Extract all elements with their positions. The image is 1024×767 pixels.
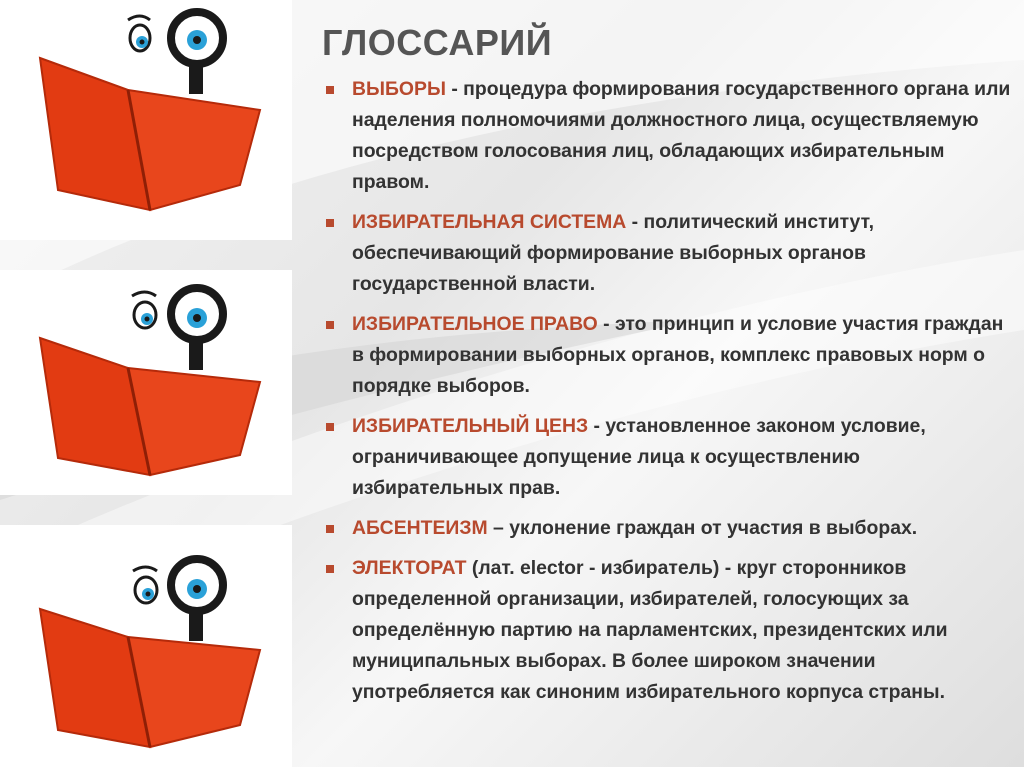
book-illustration (0, 525, 292, 767)
glossary-term: ВЫБОРЫ (352, 78, 446, 100)
glossary-definition: - установленное законом условие, ограничивающее допущение лица к осуществлению избирательных прав. (352, 415, 926, 499)
glossary-term: ИЗБИРАТЕЛЬНАЯ СИСТЕМА (352, 211, 627, 233)
page-title: ГЛОССАРИЙ (322, 22, 553, 63)
glossary-definition: - это принцип и условие участия граждан в формировании выборных органов, комплекс правовых норм о порядке выборов. (352, 313, 1004, 397)
square-bullet-icon (326, 321, 334, 329)
square-bullet-icon (326, 423, 334, 431)
glossary-definition: – уклонение граждан от участия в выборах. (487, 517, 918, 539)
square-bullet-icon (326, 565, 334, 573)
glossary-list (322, 74, 1012, 717)
glossary-item (322, 513, 1012, 544)
book-illustration (0, 0, 292, 240)
square-bullet-icon (326, 86, 334, 94)
reading-book-icon (0, 270, 292, 495)
glossary-item (322, 74, 1012, 198)
book-illustration (0, 270, 292, 495)
square-bullet-icon (326, 525, 334, 533)
glossary-item (322, 553, 1012, 708)
square-bullet-icon (326, 219, 334, 227)
glossary-term: ИЗБИРАТЕЛЬНЫЙ ЦЕНЗ (352, 415, 589, 437)
glossary-term: ИЗБИРАТЕЛЬНОЕ ПРАВО (352, 313, 598, 335)
glossary-definition: - процедура формирования государственного органа или наделения полномочиями должностного лица, осуществляемую посредством голосования лиц, обладающих избирательным правом. (352, 78, 1011, 193)
reading-book-icon (0, 525, 292, 767)
glossary-term: ЭЛЕКТОРАТ (352, 557, 467, 579)
glossary-item (322, 411, 1012, 504)
glossary-definition: - политический институт, обеспечивающий формирование выборных органов государственной власти. (352, 211, 875, 295)
reading-book-icon (0, 0, 292, 240)
glossary-definition: (лат. elector - избиратель) - круг сторонников определенной организации, избирателей, голосующих за определённую партию на парламентских, президентских или муниципальных выборах. В более широком значении употребляется как синоним избирательного корпуса страны. (352, 557, 948, 703)
glossary-item (322, 309, 1012, 402)
glossary-item (322, 207, 1012, 300)
glossary-term: АБСЕНТЕИЗМ (352, 517, 488, 539)
